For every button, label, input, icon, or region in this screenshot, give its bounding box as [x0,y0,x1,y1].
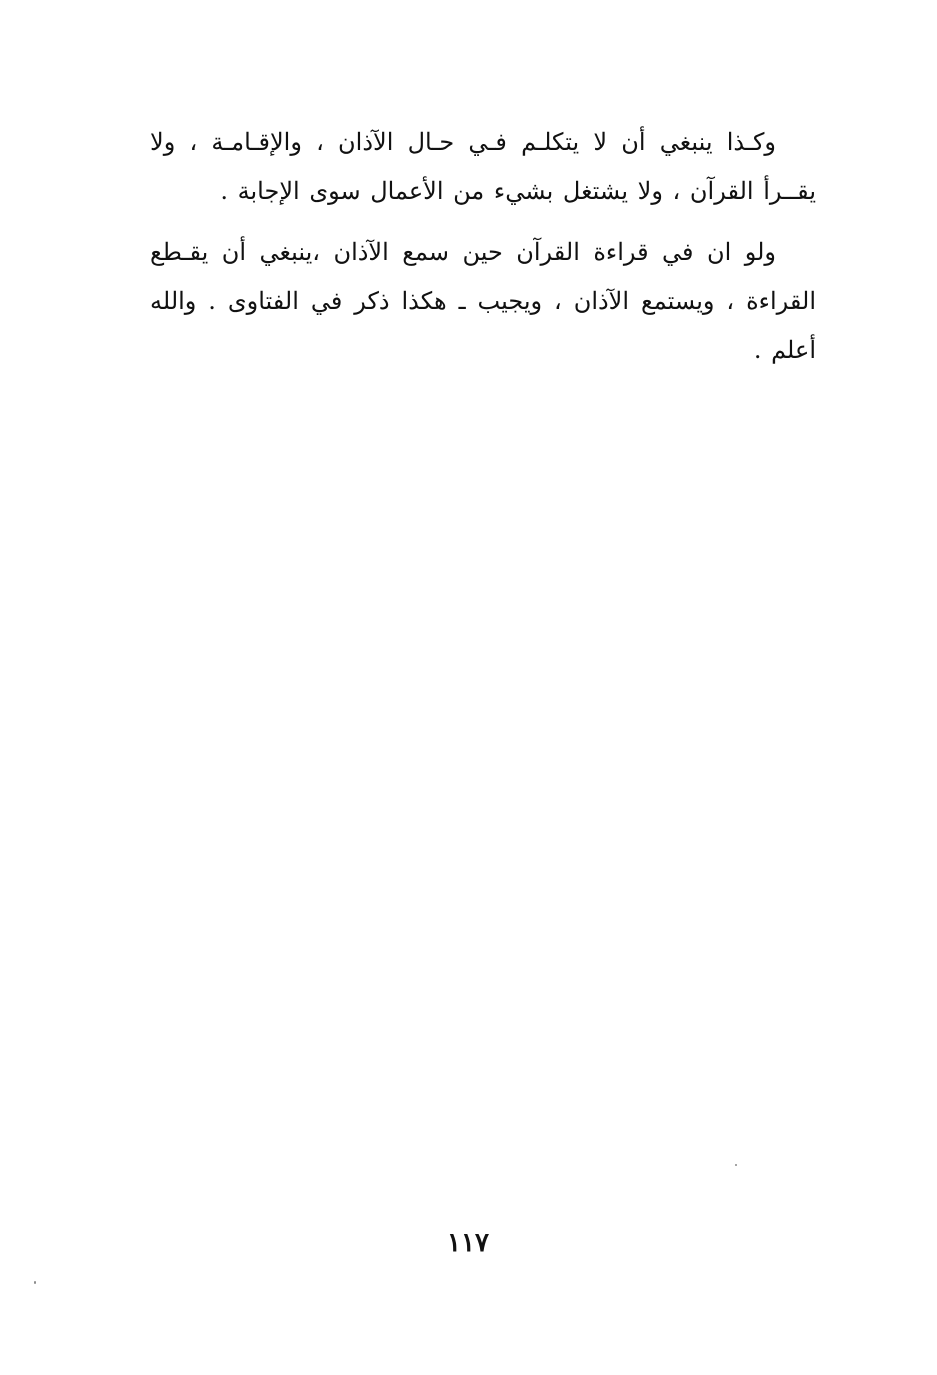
paragraph-2: ولو ان في قراءة القرآن حين سمع الآذان ،ينبغي أن يقـطع القراءة ، ويستمع الآذان ، ويجيب ـ هكذا ذكر في الفتاوى . والله أعلم . [150,238,816,364]
scan-speck [34,1281,36,1284]
page-number: ١١٧ [447,1228,489,1258]
scan-speck [735,1164,737,1166]
body-text [150,118,816,387]
paragraph-1: وكـذا ينبغي أن لا يتكلـم فـي حـال الآذان ، والإقـامـة ، ولا يقــرأ القرآن ، ولا يشتغل بشيء من الأعمال سوى الإجابة . [150,128,816,205]
